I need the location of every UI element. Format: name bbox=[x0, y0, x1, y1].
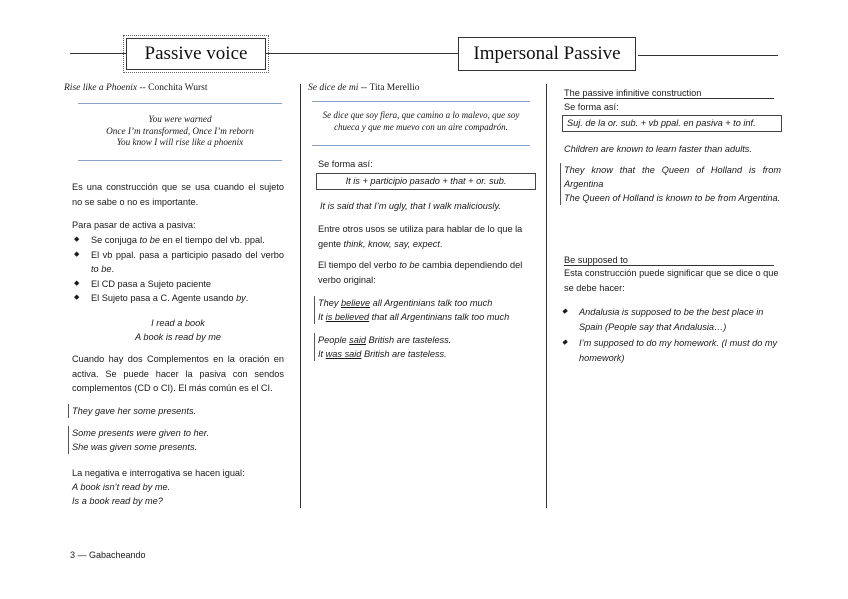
example-believe bbox=[314, 296, 546, 324]
song-title: Se dice de mi bbox=[308, 83, 359, 93]
section-heading: The passive infinitive construction bbox=[564, 88, 702, 98]
list-item: ◆ El CD pasa a Sujeto paciente bbox=[72, 277, 284, 292]
page-title-passive-voice: Passive voice bbox=[126, 38, 266, 70]
column-divider-2 bbox=[546, 84, 547, 508]
example-line: It was said British are tasteless. bbox=[318, 349, 447, 359]
lyric-paragraph: Se dice que soy fiera, que camino a lo malevo, que soy chueca y que me muevo con un aire compadrón. bbox=[322, 110, 520, 132]
example-line: I read a book bbox=[151, 318, 205, 328]
example-line: People said British are tasteless. bbox=[318, 335, 452, 345]
example-line: She was given some presents. bbox=[72, 442, 198, 452]
song-artist: Tita Merellio bbox=[369, 83, 420, 93]
example-said: It is said that I’m ugly, that I walk maliciously. bbox=[320, 201, 501, 211]
uses-paragraph: Entre otros usos se utiliza para hablar de lo que la gente think, know, say, expect. bbox=[318, 224, 523, 249]
formula-box: It is + participio pasado + that + or. sub. bbox=[316, 173, 536, 190]
example-line: Some presents were given to her. bbox=[72, 428, 210, 438]
example-line: Is a book read by me? bbox=[72, 496, 163, 506]
tense-paragraph: El tiempo del verbo to be cambia dependiendo del verbo original: bbox=[318, 260, 523, 285]
forma-title: Se forma así: bbox=[318, 159, 373, 169]
lyric-line: You know I will rise like a phoenix bbox=[116, 137, 244, 147]
header-rule-middle bbox=[264, 53, 458, 54]
lyrics-rule-bottom bbox=[312, 145, 530, 146]
list-item: ◆ Se conjuga to be en el tiempo del vb. ppal. bbox=[72, 233, 284, 248]
example-read-book bbox=[72, 316, 284, 344]
example-given bbox=[68, 426, 287, 454]
forma-title: Se forma así: bbox=[564, 102, 619, 112]
song-heading-col2 bbox=[308, 83, 544, 93]
example-line: They believe all Argentinians talk too much bbox=[318, 298, 493, 308]
song-title: Rise like a Phoenix bbox=[64, 83, 138, 93]
supposed-description: Esta construcción puede significar que se dice o que se debe hacer: bbox=[564, 268, 779, 293]
lyric-line: Once I’m transformed, Once I’m reborn bbox=[106, 125, 254, 136]
example-queen bbox=[560, 163, 781, 205]
header-rule-right bbox=[638, 55, 778, 56]
example-line: The Queen of Holland is known to be from Argentina. bbox=[564, 193, 781, 203]
lyric-line: You were warned bbox=[148, 114, 212, 124]
intro-paragraph: Es una construcción que se usa cuando el sujeto no se sabe o no es importante. bbox=[72, 182, 284, 207]
example-said-british bbox=[314, 333, 546, 361]
example-children: Children are known to learn faster than adults. bbox=[564, 144, 752, 154]
formula-box: Suj. de la or. sub. + vb ppal. en pasiva + to inf. bbox=[562, 115, 782, 132]
song-separator: -- bbox=[137, 83, 149, 93]
list-item: ◆ I’m supposed to do my homework. (I must do my homework) bbox=[560, 336, 780, 365]
steps-list bbox=[72, 233, 284, 306]
example-line: It is believed that all Argentinians talk too much bbox=[318, 312, 510, 322]
lyrics-rule-top bbox=[78, 103, 282, 104]
steps-title: Para pasar de activa a pasiva: bbox=[72, 220, 196, 230]
lyrics-rule-bottom bbox=[78, 160, 282, 161]
example-gave: They gave her some presents. bbox=[68, 404, 287, 418]
lyrics-rule-top bbox=[312, 101, 530, 102]
supposed-title: Be supposed to bbox=[564, 255, 628, 265]
list-item: ◆ El vb ppal. pasa a participio pasado del verbo to be. bbox=[72, 248, 284, 277]
two-complements-paragraph: Cuando hay dos Complementos en la oración en activa. Se puede hacer la pasiva con sendos complementos (CD o CI). El más común es el CI. bbox=[72, 354, 284, 393]
supposed-list bbox=[560, 305, 780, 365]
column-divider-1 bbox=[300, 84, 301, 508]
list-item: ◆ El Sujeto pasa a C. Agente usando by. bbox=[72, 291, 284, 306]
lyrics-block bbox=[80, 114, 280, 149]
song-separator: -- bbox=[358, 83, 370, 93]
negative-examples bbox=[72, 480, 284, 508]
song-heading-col1 bbox=[64, 83, 300, 93]
section-underline bbox=[564, 98, 774, 99]
list-item: ◆ Andalusia is supposed to be the best place in Spain (People say that Andalusia…) bbox=[560, 305, 780, 334]
negative-title: La negativa e interrogativa se hacen igual: bbox=[72, 468, 245, 478]
example-line: They know that the Queen of Holland is from Argentina bbox=[564, 165, 781, 189]
example-line: A book isn’t read by me. bbox=[72, 482, 171, 492]
page-footer: 3 — Gabacheando bbox=[70, 550, 146, 560]
header-rule-left bbox=[70, 53, 126, 54]
example-line: A book is read by me bbox=[135, 332, 221, 342]
song-artist: Conchita Wurst bbox=[148, 83, 208, 93]
page-title-impersonal-passive: Impersonal Passive bbox=[458, 37, 636, 71]
